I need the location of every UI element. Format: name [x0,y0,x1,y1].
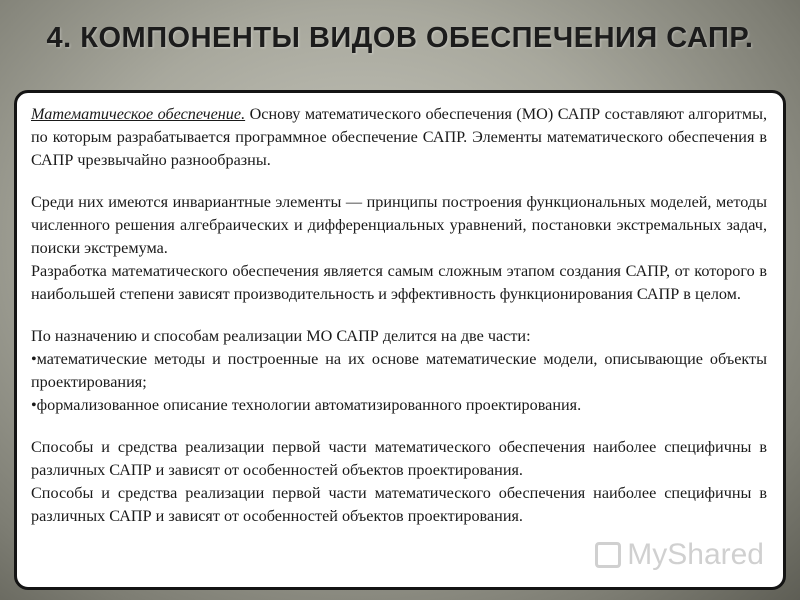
bullet-item-methods: •математические методы и построенные на их основе математические модели, описывающие объекты проектирования; [31,350,767,391]
paragraph-intro [31,103,767,172]
slide-title: 4. КОМПОНЕНТЫ ВИДОВ ОБЕСПЕЧЕНИЯ САПР. [46,22,754,54]
lead-term: Математическое обеспечение. [31,105,246,123]
paragraph-intro-text: Основу математического обеспечения (МО) САПР составляют алгоритмы, по которым разрабатывается программное обеспечение САПР. Элементы математического обеспечения в САПР чрезвычайно разнообразны. [31,105,767,169]
paragraph-invariant: Среди них имеются инвариантные элементы — принципы построения функциональных моделей, методы численного решения алгебраических и дифференциальных уравнений, постановки экстремальных задач, поиски экстремума. [31,193,767,257]
paragraph-development: Разработка математического обеспечения является самым сложным этапом создания САПР, от которого в наибольшей степени зависят производительность и эффективность функционирования САПР в целом. [31,262,767,303]
watermark-text: MyShared [627,538,764,571]
bullet-item-technology: •формализованное описание технологии автоматизированного проектирования. [31,396,582,414]
content-box [14,90,786,590]
paragraph-means-1: Способы и средства реализации первой части математического обеспечения наиболее специфичны в различных САПР и зависят от особенностей объектов проектирования. [31,438,767,479]
paragraph-means-2: Способы и средства реализации первой части математического обеспечения наиболее специфичны в различных САПР и зависят от особенностей объектов проектирования. [31,484,767,525]
paragraph-division: По назначению и способам реализации МО САПР делится на две части: [31,327,531,345]
